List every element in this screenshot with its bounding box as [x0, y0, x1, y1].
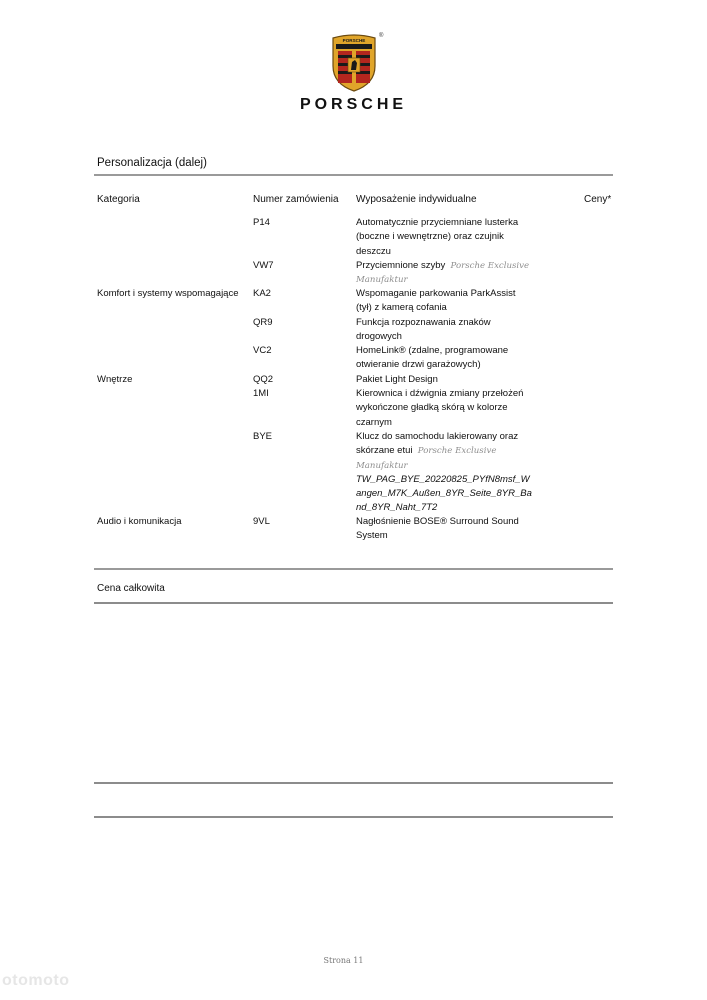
description-line: Funkcja rozpoznawania znaków: [356, 317, 491, 328]
header-prices: Ceny*: [584, 194, 612, 205]
option-code-line: angen_M7K_Außen_8YR_Seite_8YR_Ba: [356, 488, 532, 500]
watermark: otomoto: [2, 972, 70, 989]
equipment-description: [356, 515, 546, 544]
description-line: Wspomaganie parkowania ParkAssist: [356, 288, 516, 299]
category-interior: Wnętrze: [97, 374, 133, 385]
exclusive-tag: Porsche Exclusive: [417, 446, 497, 457]
exclusive-tag: Manufaktur: [356, 460, 408, 471]
header-equipment: Wyposażenie indywidualne: [356, 194, 477, 205]
page-number: Strona 11: [323, 956, 364, 965]
description-line: deszczu: [356, 245, 391, 257]
equipment-description: [356, 259, 546, 288]
description-line: Pakiet Light Design: [356, 374, 438, 385]
description-line: drogowych: [356, 331, 402, 343]
description-line: (boczne i wewnętrzne) oraz czujnik: [356, 231, 504, 243]
total-divider: [94, 602, 613, 604]
equipment-description: [356, 430, 546, 516]
description-line: Przyciemnione szyby: [356, 260, 446, 271]
equipment-description: [356, 287, 546, 316]
order-code: 1MI: [253, 388, 269, 399]
order-code: QQ2: [253, 374, 274, 385]
wordmark-text: PORSCHE: [299, 96, 408, 111]
category-audio: Audio i komunikacja: [97, 516, 182, 527]
description-line: otwieranie drzwi garażowych): [356, 359, 481, 371]
description-line: wykończone gładką skórą w kolorze: [356, 402, 508, 414]
description-line: Kierownica i dźwignia zmiany przełożeń: [356, 388, 524, 399]
option-code-line: TW_PAG_BYE_20220825_PYfN8msf_W: [356, 473, 530, 485]
footer-divider-top: [94, 782, 613, 784]
equipment-description: [356, 387, 546, 430]
equipment-description: [356, 216, 546, 259]
description-line: System: [356, 530, 388, 542]
order-code: KA2: [253, 288, 271, 299]
category-comfort: Komfort i systemy wspomagające: [97, 288, 239, 299]
description-line: (tył) z kamerą cofania: [356, 302, 447, 314]
porsche-wordmark: [276, 95, 431, 111]
total-price-label: Cena całkowita: [97, 583, 165, 594]
order-code: VW7: [253, 260, 274, 271]
footer-divider-bottom: [94, 816, 613, 818]
section-title: Personalizacja (dalej): [97, 157, 207, 169]
exclusive-tag: Manufaktur: [356, 275, 408, 286]
equipment-description: [356, 344, 546, 373]
option-code-line: nd_8YR_Naht_7T2: [356, 502, 438, 514]
description-line: Automatycznie przyciemniane lusterka: [356, 217, 519, 228]
equipment-description: [356, 316, 546, 345]
description-line: skórzane etui: [356, 445, 413, 457]
equipment-description: [356, 373, 546, 387]
order-code: VC2: [253, 345, 272, 356]
header-order-number: Numer zamówienia: [253, 194, 339, 205]
order-code: 9VL: [253, 516, 270, 527]
table-end-divider: [94, 568, 613, 570]
description-line: Klucz do samochodu lakierowany oraz: [356, 431, 519, 442]
registered-mark: ®: [379, 33, 384, 39]
header-category: Kategoria: [97, 194, 140, 205]
description-line: czarnym: [356, 416, 392, 428]
title-divider: [94, 174, 613, 176]
crest-text: PORSCHE: [342, 38, 366, 43]
porsche-crest-logo: [330, 32, 378, 92]
description-line: HomeLink® (zdalne, programowane: [356, 345, 509, 356]
description-line: Nagłośnienie BOSE® Surround Sound: [356, 516, 519, 527]
order-code: BYE: [253, 431, 273, 442]
order-code: P14: [253, 217, 270, 228]
order-code: QR9: [253, 317, 273, 328]
exclusive-tag: Porsche Exclusive: [450, 261, 530, 271]
